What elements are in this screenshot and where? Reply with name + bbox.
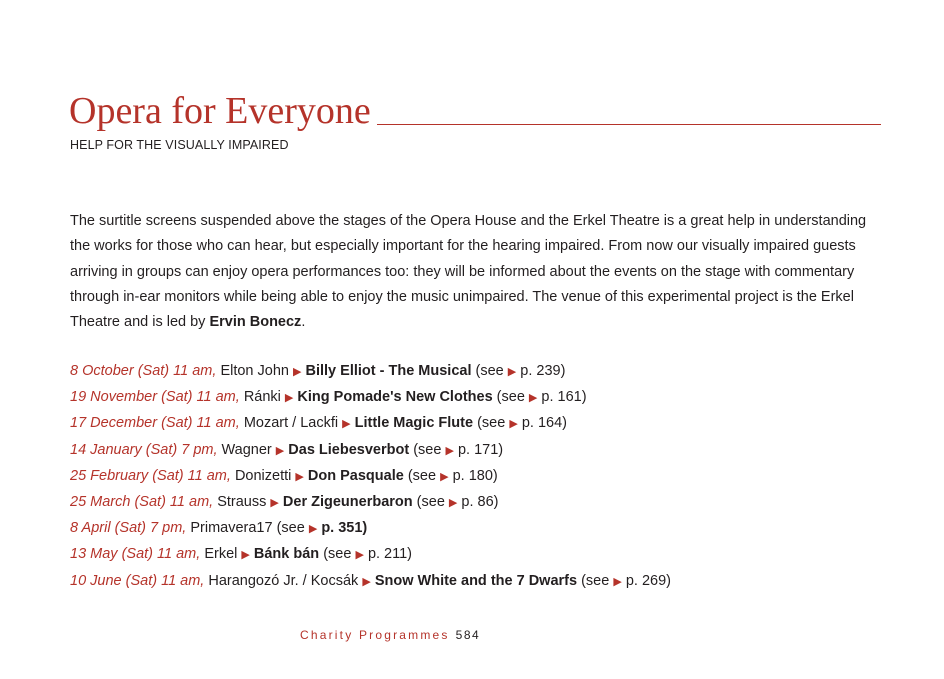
event-page-ref: p. 351) [321,520,368,537]
event-date: 14 January (Sat) 7 pm, [70,441,218,458]
triangle-right-icon: ▶ [509,418,518,431]
event-item [70,542,671,568]
event-item [70,569,671,595]
triangle-right-icon: ▶ [613,575,622,588]
triangle-right-icon: ▶ [241,549,250,562]
triangle-right-icon: ▶ [507,366,517,378]
event-page-ref: p. 171) [457,441,504,458]
triangle-right-icon: ▶ [275,444,285,457]
event-composer: Primavera17 [190,520,273,537]
footer [300,628,480,642]
event-item [70,490,671,516]
event-see: (see [477,415,506,432]
event-page-ref: p. 164) [521,415,567,432]
title-row [69,92,881,130]
intro-paragraph [70,209,870,335]
event-composer: Strauss [217,494,267,511]
event-item [70,438,671,464]
event-work: Der Zigeunerbaron [282,494,413,511]
event-work: Billy Elliot - The Musical [305,363,472,379]
triangle-right-icon: ▶ [445,444,454,457]
triangle-right-icon: ▶ [270,497,279,510]
event-see: (see [416,494,445,511]
event-see: (see [581,572,610,589]
event-composer: Erkel [204,546,238,563]
event-work: Snow White and the 7 Dwarfs [374,572,578,589]
triangle-right-icon: ▶ [284,392,294,405]
event-item [70,516,671,542]
event-page-ref: p. 86) [461,494,499,511]
event-page-ref: p. 239) [520,363,566,379]
intro-leader: Ervin Bonecz [209,314,302,331]
event-composer: Donizetti [234,467,292,484]
event-work: Das Liebesverbot [288,441,410,458]
footer-section: Charity Programmes [300,628,450,642]
event-list [70,359,671,595]
event-item [70,359,671,385]
event-work: Little Magic Flute [354,415,474,432]
event-page-ref: p. 269) [625,572,671,589]
event-work: Don Pasquale [307,467,404,484]
event-item [70,411,671,437]
event-page-ref: p. 180) [452,467,498,484]
event-see: (see [413,441,442,458]
event-item [70,385,671,411]
event-work: Bánk bán [253,546,320,563]
triangle-right-icon: ▶ [342,418,351,431]
event-date: 19 November (Sat) 11 am, [70,389,240,406]
page-title: Opera for Everyone [69,90,371,132]
triangle-right-icon: ▶ [295,470,304,483]
triangle-right-icon: ▶ [293,366,302,378]
event-composer: Ránki [243,389,281,406]
event-composer: Elton John [220,363,289,379]
triangle-right-icon: ▶ [308,523,318,536]
event-date: 8 April (Sat) 7 pm, [70,520,187,537]
event-composer: Wagner [221,441,272,458]
event-date: 25 March (Sat) 11 am, [70,494,214,511]
event-composer: Mozart / Lackfi [243,415,339,432]
event-page-ref: p. 211) [367,546,413,563]
triangle-right-icon: ▶ [440,470,449,483]
page-number: 584 [455,628,481,642]
event-see: (see [496,389,525,406]
event-date: 8 October (Sat) 11 am, [70,363,217,379]
event-see: (see [475,363,504,379]
event-item [70,464,671,490]
title-rule [377,124,881,125]
event-see: (see [323,546,352,563]
event-date: 10 June (Sat) 11 am, [70,572,205,589]
intro-text: The surtitle screens suspended above the stages of the Opera House and the Erkel Theatre is a great help in understanding the works for those who can hear, but especially important for the hearing impaired. From now our visually impaired guests arriving in groups can enjoy opera performances too: they will be informed about the events on the stage with commentary through in-ear monitors while being able to enjoy the music unimpaired. The venue of this experimental project is the Erkel Theatre and is led by [70,213,867,331]
event-page-ref: p. 161) [541,389,587,406]
event-composer: Harangozó Jr. / Kocsák [208,572,359,589]
event-see: (see [407,467,437,484]
triangle-right-icon: ▶ [362,575,371,588]
page-subtitle: HELP FOR THE VISUALLY IMPAIRED [70,138,289,152]
event-work: King Pomade's New Clothes [297,389,493,406]
triangle-right-icon: ▶ [448,497,458,510]
triangle-right-icon: ▶ [528,392,538,405]
intro-end: . [301,314,306,331]
triangle-right-icon: ▶ [355,549,364,562]
event-date: 17 December (Sat) 11 am, [70,415,240,432]
event-date: 25 February (Sat) 11 am, [70,467,231,484]
event-see: (see [276,520,305,537]
event-date: 13 May (Sat) 11 am, [70,546,201,563]
